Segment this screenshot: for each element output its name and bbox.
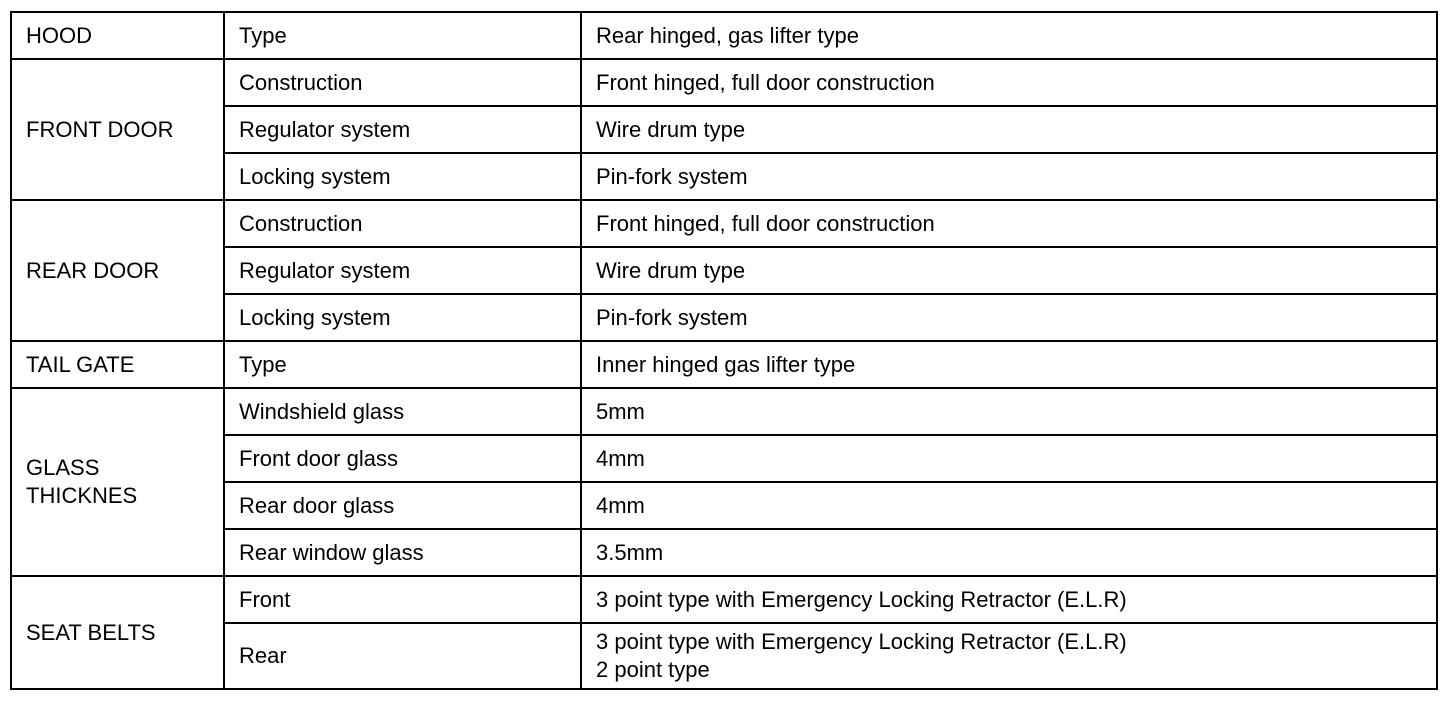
- table-row: [11, 153, 1437, 200]
- value-cell: 3 point type with Emergency Locking Retractor (E.L.R): [581, 576, 1437, 623]
- table-row: [11, 482, 1437, 529]
- value-cell: Front hinged, full door construction: [581, 59, 1437, 106]
- group-cell-seat-belts: SEAT BELTS: [11, 576, 224, 689]
- value-cell: Pin-fork system: [581, 153, 1437, 200]
- item-cell: Rear: [224, 623, 581, 689]
- value-cell: Wire drum type: [581, 247, 1437, 294]
- group-cell-hood: HOOD: [11, 12, 224, 59]
- value-cell: Wire drum type: [581, 106, 1437, 153]
- item-cell: Type: [224, 12, 581, 59]
- group-label-line: THICKNES: [26, 483, 138, 508]
- table-row: [11, 576, 1437, 623]
- value-cell: Pin-fork system: [581, 294, 1437, 341]
- group-cell-front-door: FRONT DOOR: [11, 59, 224, 200]
- value-cell: Inner hinged gas lifter type: [581, 341, 1437, 388]
- table-row: [11, 294, 1437, 341]
- table-row: [11, 623, 1437, 689]
- group-cell-rear-door: REAR DOOR: [11, 200, 224, 341]
- value-cell: 4mm: [581, 482, 1437, 529]
- value-cell: 5mm: [581, 388, 1437, 435]
- specification-table: [10, 11, 1438, 690]
- group-label-line: GLASS: [26, 455, 100, 480]
- item-cell: Regulator system: [224, 106, 581, 153]
- item-cell: Regulator system: [224, 247, 581, 294]
- table-row: [11, 388, 1437, 435]
- table-row: [11, 12, 1437, 59]
- table-row: [11, 247, 1437, 294]
- value-line: 2 point type: [596, 657, 710, 682]
- group-cell-glass-thicknes: [11, 388, 224, 576]
- item-cell: Rear door glass: [224, 482, 581, 529]
- item-cell: Rear window glass: [224, 529, 581, 576]
- item-cell: Construction: [224, 200, 581, 247]
- table-row: [11, 200, 1437, 247]
- table-row: [11, 435, 1437, 482]
- table-row: [11, 341, 1437, 388]
- table-row: [11, 59, 1437, 106]
- item-cell: Front: [224, 576, 581, 623]
- item-cell: Windshield glass: [224, 388, 581, 435]
- value-line: 3 point type with Emergency Locking Retractor (E.L.R): [596, 629, 1127, 654]
- value-cell: 3.5mm: [581, 529, 1437, 576]
- item-cell: Locking system: [224, 153, 581, 200]
- item-cell: Locking system: [224, 294, 581, 341]
- table-row: [11, 106, 1437, 153]
- value-cell: [581, 623, 1437, 689]
- table-row: [11, 529, 1437, 576]
- value-cell: Front hinged, full door construction: [581, 200, 1437, 247]
- item-cell: Type: [224, 341, 581, 388]
- value-cell: 4mm: [581, 435, 1437, 482]
- item-cell: Construction: [224, 59, 581, 106]
- value-cell: Rear hinged, gas lifter type: [581, 12, 1437, 59]
- item-cell: Front door glass: [224, 435, 581, 482]
- group-cell-tail-gate: TAIL GATE: [11, 341, 224, 388]
